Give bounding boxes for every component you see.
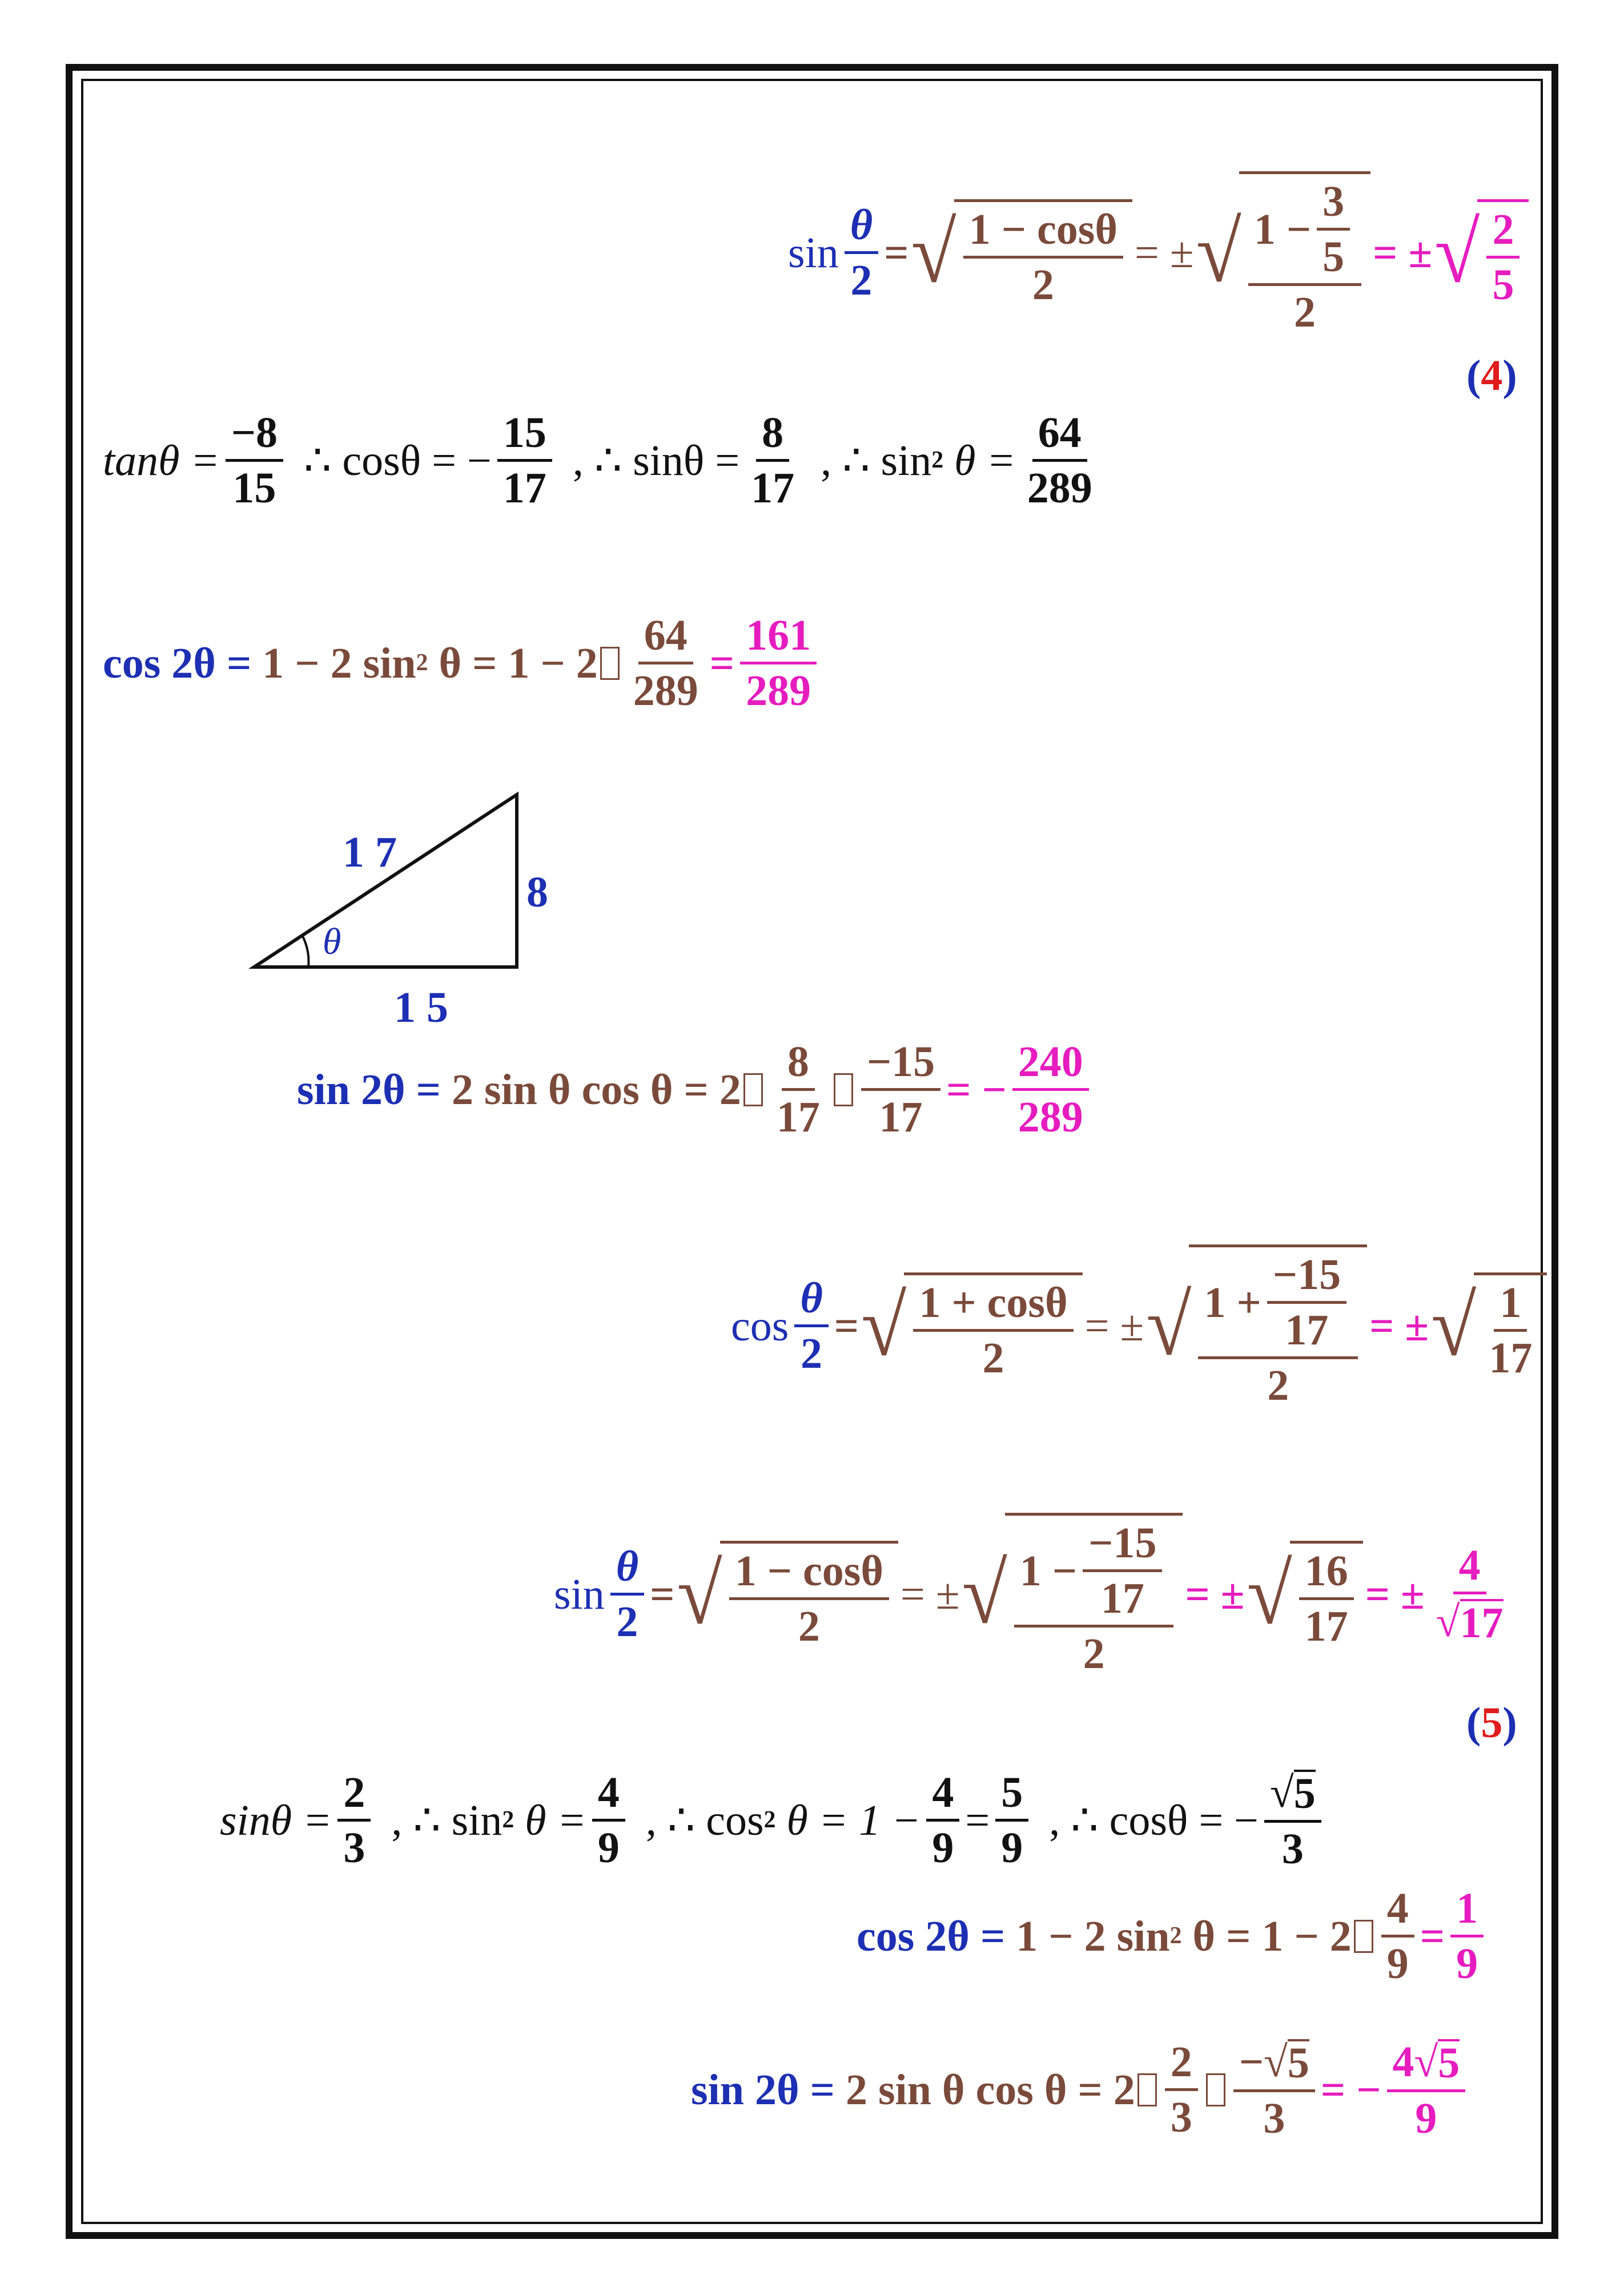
sqrt-result: √ $\frac{2}{5}$ bbox=[1434, 199, 1529, 307]
triangle-angle-label: θ bbox=[323, 921, 341, 962]
triangle-hypotenuse-label: 1 7 bbox=[343, 828, 397, 876]
equation-sin-half-angle-17: sin $\frac{\theta}{2}$ = √ $\frac{1 - \cos\theta}{2}$ = ± √ 1 − $\frac{-15}{17}$ 2 = ± √ $\frac{16}{17}$ = ± 4 √ 17 bbox=[554, 1513, 1515, 1675]
sqrt-2: √ 1 − $\frac{3}{5}$ 2 bbox=[1196, 171, 1371, 334]
equation-sin-2theta: sin 2θ = 2 sin θ cos θ = 2 $\frac{8}{17}$ $\frac{-15}{17}$ = − $\frac{240}{289}$ bbox=[297, 1040, 1095, 1139]
equation-sin-line-5: sinθ = $\frac{2}{3}$ , ∴ sin 2 θ = $\frac{4}{9}$ , ∴ cos 2 θ = 1 − $\frac{4}{9}$ = $\frac{5}{9}$ , ∴ cosθ = − √ 5 3 bbox=[220, 1770, 1327, 1871]
triangle-adjacent-label: 1 5 bbox=[394, 984, 448, 1032]
sin-label: sin bbox=[788, 228, 839, 277]
equation-cos-2theta-5: cos 2θ = 1 − 2 sin 2 θ = 1 − 2 $\frac{4}{9}$ = $\frac{1}{9}$ bbox=[857, 1887, 1489, 1985]
part-label-4: (4) bbox=[1466, 352, 1517, 400]
part-label-5: (5) bbox=[1466, 1699, 1517, 1747]
theta-over-2: $\frac{\theta}{2}$ bbox=[845, 203, 878, 302]
equation-tan-line: tanθ = $\frac{-8}{15}$ ∴ cosθ = − $\frac{15}{17}$ , ∴ sinθ = $\frac{8}{17}$ , ∴ sin 2 θ = $\frac{64}{289}$ bbox=[103, 409, 1092, 512]
equation-cos-half-angle: cos $\frac{\theta}{2}$ = √ $\frac{1 + \cos\theta}{2}$ = ± √ 1 + $\frac{-15}{17}$ 2 = ± √ $\frac{1}{17}$ bbox=[731, 1244, 1549, 1407]
equation-sin-half-angle-4: sin $\frac{\theta}{2}$ = √ $\frac{1 - \cos\theta}{2}$ = ± √ 1 − $\frac{3}{5}$ 2 = ± √ $\frac{2}{5}$ bbox=[788, 171, 1531, 334]
equation-sin-2theta-5: sin 2θ = 2 sin θ cos θ = 2 $\frac{2}{3}$ − √ 5 3 = − 4 √ 5 9 bbox=[691, 2039, 1471, 2140]
triangle-opposite-label: 8 bbox=[526, 868, 548, 916]
equation-cos-2theta: cos 2θ = 1 − 2 sin 2 θ = 1 − 2 $\frac{64}{289}$ = $\frac{161}{289}$ bbox=[103, 614, 822, 712]
sqrt-1: √ $\frac{1 - \cos\theta}{2}$ bbox=[911, 199, 1132, 307]
